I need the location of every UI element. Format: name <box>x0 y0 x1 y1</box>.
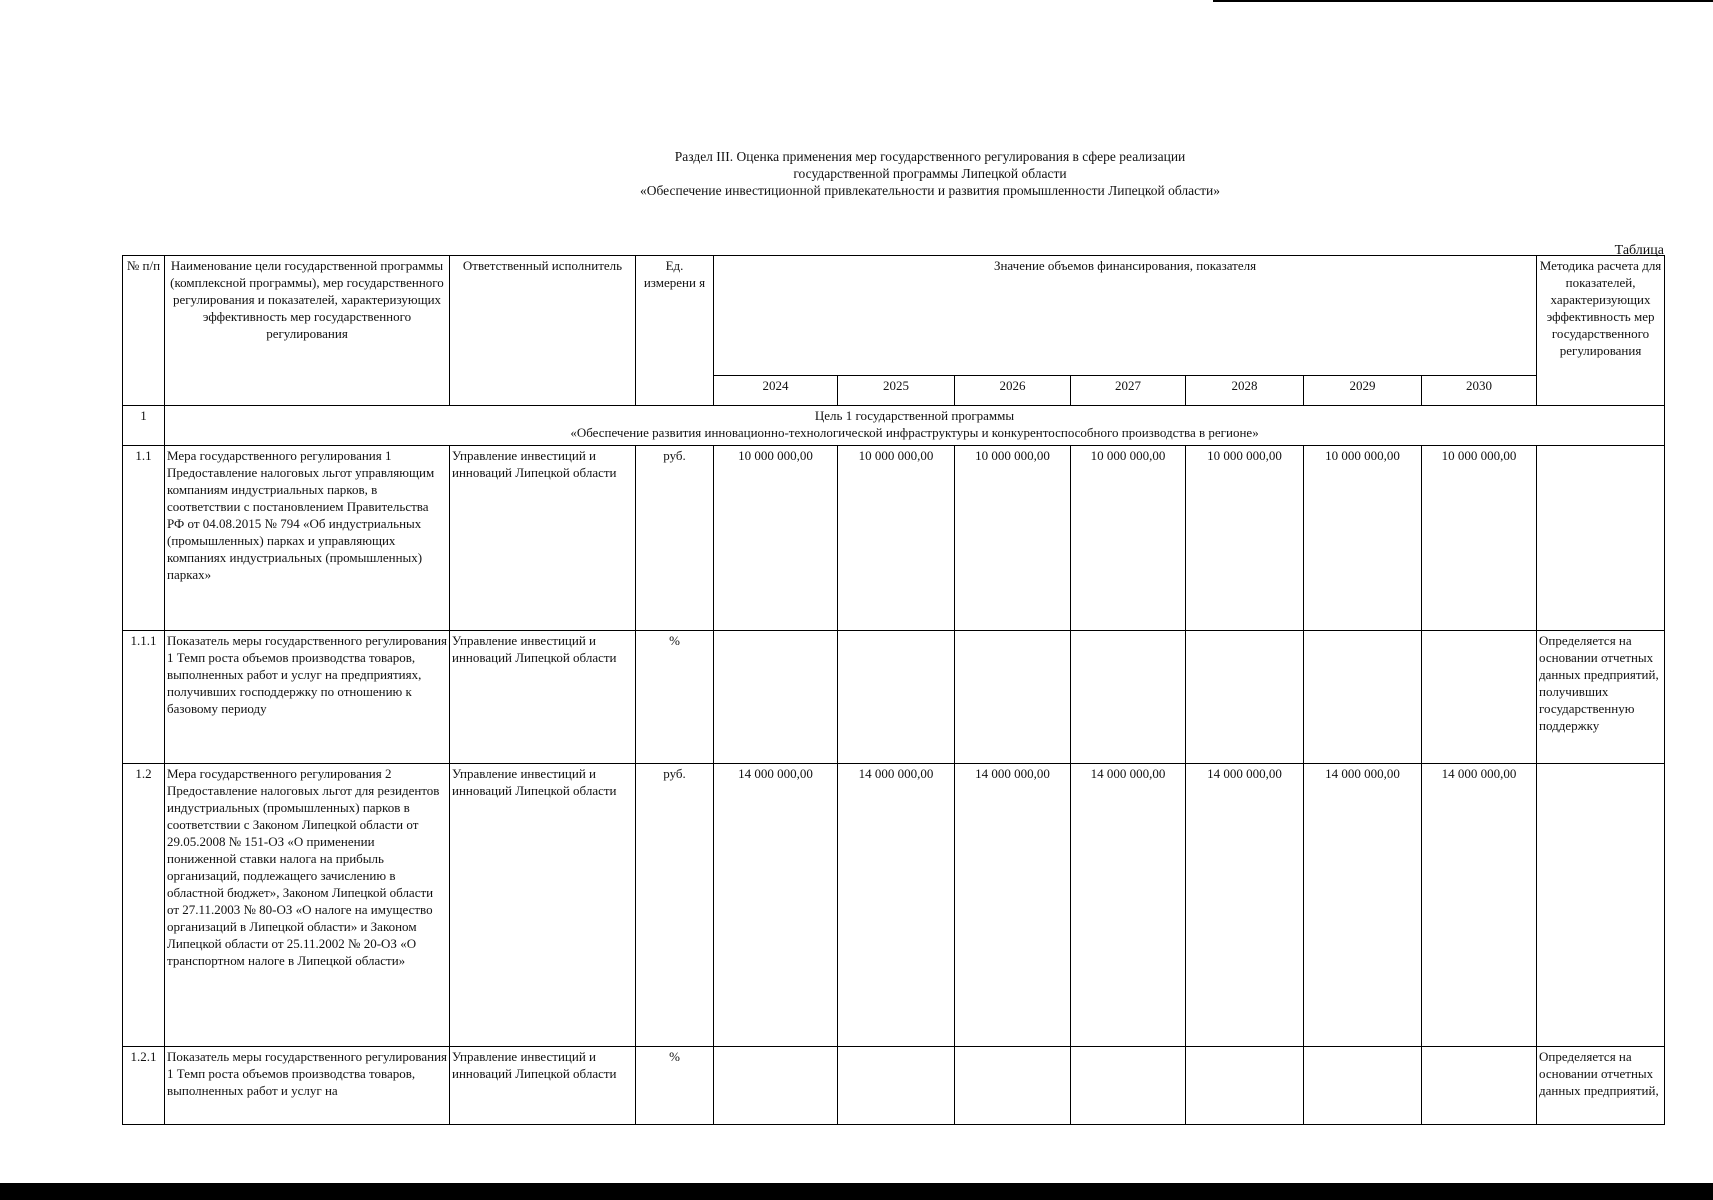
row-value <box>1304 631 1422 764</box>
row-value <box>955 631 1071 764</box>
row-value <box>1071 631 1186 764</box>
heading-line-1: Раздел III. Оценка применения мер государственного регулирования в сфере реализации <box>674 149 1186 164</box>
header-method: Методика расчета для показателей, характеризующих эффективность мер государственного регулирования <box>1537 256 1665 406</box>
scan-edge-top <box>1213 0 1713 2</box>
header-year: 2028 <box>1186 376 1304 406</box>
row-value <box>955 1047 1071 1125</box>
row-executor: Управление инвестиций и инноваций Липецкой области <box>450 631 636 764</box>
row-value <box>1422 1047 1537 1125</box>
goal-num: 1 <box>123 406 165 446</box>
header-year: 2027 <box>1071 376 1186 406</box>
goal-line-1: Цель 1 государственной программы <box>814 408 1015 423</box>
row-value <box>714 1047 838 1125</box>
row-value: 14 000 000,00 <box>955 764 1071 1047</box>
heading-line-2: государственной программы Липецкой области <box>793 166 1067 181</box>
goal-line-2: «Обеспечение развития инновационно-технологической инфраструктуры и конкурентоспособного производства в регионе» <box>570 425 1259 440</box>
heading-line-3: «Обеспечение инвестиционной привлекательности и развития промышленности Липецкой области» <box>639 183 1221 198</box>
row-unit: руб. <box>636 446 714 631</box>
row-name: Мера государственного регулирования 1 Предоставление налоговых льгот управляющим компаниям индустриальных парков, в соответствии с постановлением Правительства РФ от 04.08.2015 № 794 «Об индустриальных (промышленных) парках и управляющих компаниях индустриальных (промышленных) парках» <box>165 446 450 631</box>
table-row <box>123 446 1665 631</box>
row-value <box>1186 1047 1304 1125</box>
regulation-table <box>122 255 1665 1125</box>
row-value: 10 000 000,00 <box>1422 446 1537 631</box>
row-value <box>1304 1047 1422 1125</box>
table-caption: Таблица <box>1614 243 1664 258</box>
header-year: 2029 <box>1304 376 1422 406</box>
row-value: 14 000 000,00 <box>1422 764 1537 1047</box>
row-method <box>1537 446 1665 631</box>
row-executor: Управление инвестиций и инноваций Липецкой области <box>450 1047 636 1125</box>
header-year: 2026 <box>955 376 1071 406</box>
row-executor: Управление инвестиций и инноваций Липецкой области <box>450 764 636 1047</box>
row-value: 10 000 000,00 <box>714 446 838 631</box>
section-heading <box>430 148 1430 199</box>
row-unit: % <box>636 1047 714 1125</box>
table-row <box>123 1047 1665 1125</box>
header-row-top <box>123 256 1665 376</box>
goal-title <box>165 406 1665 446</box>
header-unit: Ед. измерени я <box>636 256 714 406</box>
row-value: 10 000 000,00 <box>1186 446 1304 631</box>
row-name: Показатель меры государственного регулирования 1 Темп роста объемов производства товаров, выполненных работ и услуг на предприятиях, получивших господдержку по отношению к базовому периоду <box>165 631 450 764</box>
row-name: Показатель меры государственного регулирования 1 Темп роста объемов производства товаров, выполненных работ и услуг на <box>165 1047 450 1125</box>
row-executor: Управление инвестиций и инноваций Липецкой области <box>450 446 636 631</box>
row-method <box>1537 764 1665 1047</box>
row-value: 10 000 000,00 <box>1071 446 1186 631</box>
row-unit: % <box>636 631 714 764</box>
header-num: № п/п <box>123 256 165 406</box>
row-value: 10 000 000,00 <box>955 446 1071 631</box>
row-num: 1.1.1 <box>123 631 165 764</box>
row-value: 10 000 000,00 <box>838 446 955 631</box>
row-num: 1.2 <box>123 764 165 1047</box>
table-row <box>123 631 1665 764</box>
row-value: 10 000 000,00 <box>1304 446 1422 631</box>
row-value <box>714 631 838 764</box>
row-num: 1.1 <box>123 446 165 631</box>
row-value <box>1071 1047 1186 1125</box>
row-value <box>1422 631 1537 764</box>
header-name: Наименование цели государственной программы (комплексной программы), мер государственного регулирования и показателей, характеризующих эффективность мер государственного регулирования <box>165 256 450 406</box>
row-method: Определяется на основании отчетных данных предприятий, получивших государственную поддержку <box>1537 631 1665 764</box>
header-year: 2030 <box>1422 376 1537 406</box>
row-num: 1.2.1 <box>123 1047 165 1125</box>
row-value: 14 000 000,00 <box>1304 764 1422 1047</box>
row-value: 14 000 000,00 <box>714 764 838 1047</box>
row-value: 14 000 000,00 <box>1071 764 1186 1047</box>
goal-row <box>123 406 1665 446</box>
row-unit: руб. <box>636 764 714 1047</box>
table-row <box>123 764 1665 1047</box>
header-values: Значение объемов финансирования, показателя <box>714 256 1537 376</box>
header-year: 2025 <box>838 376 955 406</box>
row-value: 14 000 000,00 <box>1186 764 1304 1047</box>
scan-edge-bottom <box>0 1183 1713 1200</box>
row-method: Определяется на основании отчетных данных предприятий, <box>1537 1047 1665 1125</box>
row-value <box>838 631 955 764</box>
header-year: 2024 <box>714 376 838 406</box>
row-value <box>838 1047 955 1125</box>
row-name: Мера государственного регулирования 2 Предоставление налоговых льгот для резидентов индустриальных (промышленных) парков в соответствии с Законом Липецкой области от 29.05.2008 № 151-ОЗ «О применении пониженной ставки налога на прибыль организаций, подлежащего зачислению в областной бюджет», Законом Липецкой области от 27.11.2003 № 80-ОЗ «О налоге на имущество организаций в Липецкой области» и Законом Липецкой области от 25.11.2002 № 20-ОЗ «О транспортном налоге в Липецкой области» <box>165 764 450 1047</box>
row-value: 14 000 000,00 <box>838 764 955 1047</box>
header-executor: Ответственный исполнитель <box>450 256 636 406</box>
row-value <box>1186 631 1304 764</box>
